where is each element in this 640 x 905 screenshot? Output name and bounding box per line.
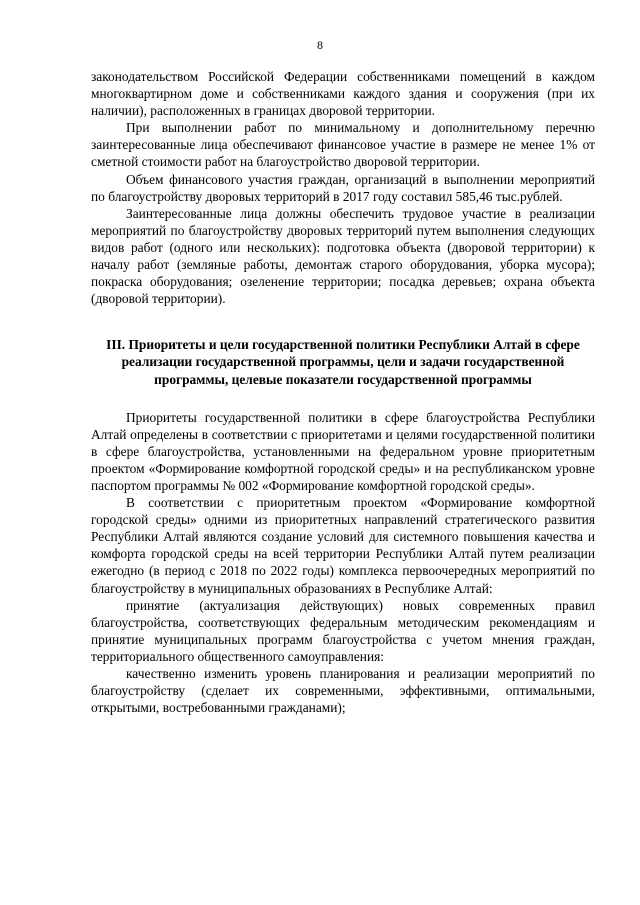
body-paragraph: При выполнении работ по минимальному и дополнительному перечню заинтересованные лица обеспечивают финансовое участие в размере не менее 1% от сметной стоимости работ на благоустройство дворовой территории. bbox=[91, 120, 595, 170]
spacer bbox=[91, 307, 595, 336]
body-paragraph: Приоритеты государственной политики в сфере благоустройства Республики Алтай определены в соответствии с приоритетами и целями государственной политики в сфере благоустройства, установленными на федеральном уровне приоритетным проектом «Формирование комфортной городской среды» и на республиканском уровне паспортом программы № 002 «Формирование комфортной городской среды». bbox=[91, 409, 595, 493]
page-body bbox=[91, 68, 595, 716]
body-paragraph: В соответствии с приоритетным проектом «Формирование комфортной городской среды» одними из приоритетных направлений стратегического развития Республики Алтай являются создание условий для системного повышения качества и комфорта городской среды на всей территории Республики Алтай путем реализации ежегодно (в период с 2018 по 2022 годы) комплекса первоочередных мероприятий по благоустройству в муниципальных образованиях в Республике Алтай: bbox=[91, 495, 595, 596]
page-number: 8 bbox=[317, 38, 323, 52]
section-heading: III. Приоритеты и цели государственной политики Республики Алтай в сфере реализации государственной программы, цели и задачи государственной программы, целевые показатели государственной программы bbox=[106, 337, 580, 387]
body-paragraph: законодательством Российской Федерации собственниками помещений в каждом многоквартирном доме и собственниками каждого здания и сооружения (при их наличии), расположенных в границах дворовой территории. bbox=[91, 69, 595, 119]
body-paragraph: Объем финансового участия граждан, организаций в выполнении мероприятий по благоустройству дворовых территорий в 2017 году составил 585,46 тыс.рублей. bbox=[91, 171, 595, 204]
body-paragraph: Заинтересованные лица должны обеспечить трудовое участие в реализации мероприятий по благоустройству дворовых территорий путем выполнения следующих видов работ (одного или нескольких): подготовка объекта (дворовой территории) к началу работ (земляные работы, демонтаж старого оборудования, уборка мусора); покраска оборудования; озеленение территории; посадка деревьев; охрана объекта (дворовой территории). bbox=[91, 205, 595, 307]
spacer bbox=[91, 388, 595, 409]
body-paragraph: принятие (актуализация действующих) новых современных правил благоустройства, соответствующих федеральным методическим рекомендациям и принятие муниципальных программ благоустройства с учетом мнения граждан, территориального общественного самоуправления: bbox=[91, 597, 595, 664]
body-paragraph: качественно изменить уровень планирования и реализации мероприятий по благоустройству (сделает их современными, эффективными, оптимальными, открытыми, востребованными гражданами); bbox=[91, 666, 595, 716]
